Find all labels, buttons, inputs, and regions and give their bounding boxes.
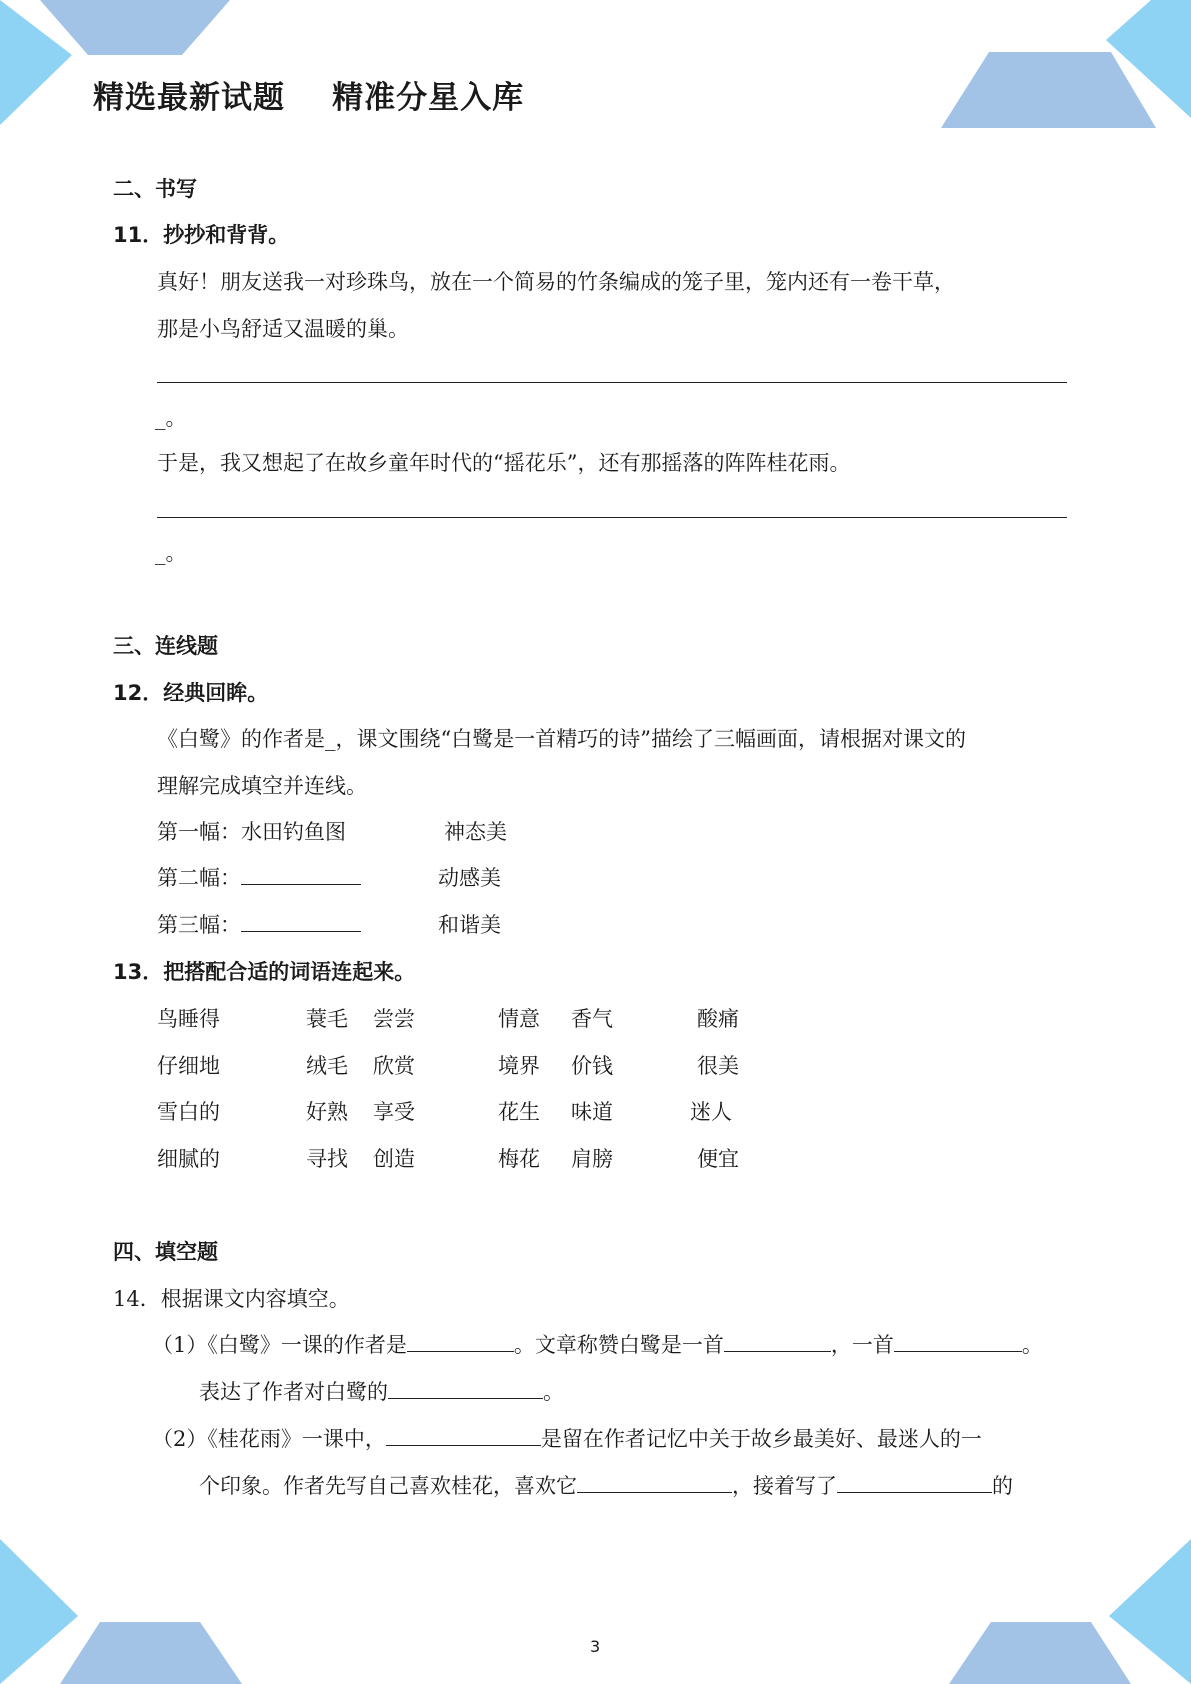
q14-text: （2）《桂花雨》一课中，: [152, 1427, 386, 1451]
q13-word: 鸟睡得: [157, 1007, 220, 1031]
q12-text-line-1: 《白鹭》的作者是_，课文围绕“白鹭是一首精巧的诗”描绘了三幅画面，请根据对课文的: [157, 727, 966, 751]
q14-blank[interactable]: [407, 1350, 514, 1352]
q11-passage-line-1: 真好！朋友送我一对珍珠鸟，放在一个简易的竹条编成的笼子里，笼内还有一卷干草，: [157, 270, 955, 294]
q13-word: 享受: [373, 1100, 415, 1124]
q13-word: 价钱: [571, 1054, 613, 1078]
q13-word: 香气: [571, 1007, 613, 1031]
page-header-title: 精选最新试题 精准分星入库: [93, 80, 525, 116]
section-heading-fill: 四、填空题: [113, 1240, 218, 1264]
q14-text: ，一首: [830, 1333, 894, 1357]
q12-row-3-blank[interactable]: [241, 930, 361, 932]
q14-text: 的: [992, 1474, 1013, 1498]
q14-text: （1）《白鹭》一课的作者是: [152, 1333, 407, 1357]
q14-blank[interactable]: [837, 1491, 992, 1493]
q13-word: 酸痛: [697, 1007, 739, 1031]
q13-word: 好熟: [306, 1100, 348, 1124]
q14-text: 。文章称赞白鹭是一首: [513, 1333, 724, 1357]
q12-row-3-left: 第三幅：: [157, 913, 241, 937]
page-number: 3: [590, 1637, 601, 1656]
q12-row-2-left: 第二幅：: [157, 866, 241, 890]
question-13-label: 13．把搭配合适的词语连起来。: [113, 960, 416, 984]
corner-decoration-top-right: [941, 0, 1191, 130]
q13-word: 便宜: [697, 1147, 739, 1171]
corner-decoration-bottom-right: [941, 1534, 1191, 1684]
q13-word: 情意: [498, 1007, 540, 1031]
q13-word: 味道: [571, 1100, 613, 1124]
q12-row-1-right: 神态美: [444, 820, 507, 844]
corner-decoration-bottom-left: [0, 1534, 250, 1684]
q11-answer-end-1: _。: [155, 406, 187, 430]
q14-blank[interactable]: [388, 1397, 543, 1399]
q14-text: 是留在作者记忆中关于故乡最美好、最迷人的一: [540, 1427, 982, 1451]
q14-text: ，接着写了: [732, 1474, 837, 1498]
q14-blank[interactable]: [894, 1350, 1022, 1352]
q12-row-2: [157, 862, 361, 892]
q14-part-1-line-1: [152, 1329, 1043, 1359]
q12-text-line-2: 理解完成填空并连线。: [157, 774, 367, 798]
q13-word: 仔细地: [157, 1054, 220, 1078]
q14-blank[interactable]: [577, 1491, 732, 1493]
q14-blank[interactable]: [386, 1444, 541, 1446]
q14-part-2-line-2: [199, 1470, 1013, 1500]
q13-word: 境界: [498, 1054, 540, 1078]
question-14-label: 14．根据课文内容填空。: [113, 1287, 350, 1311]
q13-word: 绒毛: [306, 1054, 348, 1078]
q12-row-3: [157, 909, 361, 939]
q11-answer-line-2[interactable]: [157, 517, 1067, 518]
q14-part-2-line-1: [152, 1423, 982, 1453]
question-11-label: 11．抄抄和背背。: [113, 223, 290, 247]
q13-word: 迷人: [690, 1100, 732, 1124]
q13-word: 花生: [498, 1100, 540, 1124]
q11-passage-line-2: 那是小鸟舒适又温暖的巢。: [157, 317, 409, 341]
q11-answer-line-1[interactable]: [157, 382, 1067, 383]
q13-word: 梅花: [498, 1147, 540, 1171]
question-12-label: 12．经典回眸。: [113, 681, 269, 705]
q13-word: 蓑毛: [306, 1007, 348, 1031]
q13-word: 细腻的: [157, 1147, 220, 1171]
q14-text: 。: [543, 1380, 564, 1404]
q11-answer-end-2: _。: [155, 541, 187, 565]
q14-text: 。: [1021, 1333, 1043, 1357]
q13-word: 很美: [697, 1054, 739, 1078]
q14-text: 个印象。作者先写自己喜欢桂花，喜欢它: [199, 1474, 577, 1498]
q11-passage-2: 于是，我又想起了在故乡童年时代的“摇花乐”，还有那摇落的阵阵桂花雨。: [157, 451, 851, 475]
section-heading-writing: 二、书写: [113, 177, 197, 201]
q13-word: 寻找: [306, 1147, 348, 1171]
q12-row-2-blank[interactable]: [241, 883, 361, 885]
q12-row-2-right: 动感美: [438, 866, 501, 890]
q13-word: 雪白的: [157, 1100, 220, 1124]
q14-part-1-line-2: [199, 1376, 564, 1406]
q12-row-1-left: 第一幅：水田钓鱼图: [157, 820, 346, 844]
q13-word: 尝尝: [373, 1007, 415, 1031]
section-heading-matching: 三、连线题: [113, 634, 218, 658]
q14-blank[interactable]: [724, 1350, 831, 1352]
q14-text: 表达了作者对白鹭的: [199, 1380, 388, 1404]
q13-word: 肩膀: [571, 1147, 613, 1171]
q12-row-3-right: 和谐美: [438, 913, 501, 937]
q13-word: 欣赏: [373, 1054, 415, 1078]
q13-word: 创造: [373, 1147, 415, 1171]
